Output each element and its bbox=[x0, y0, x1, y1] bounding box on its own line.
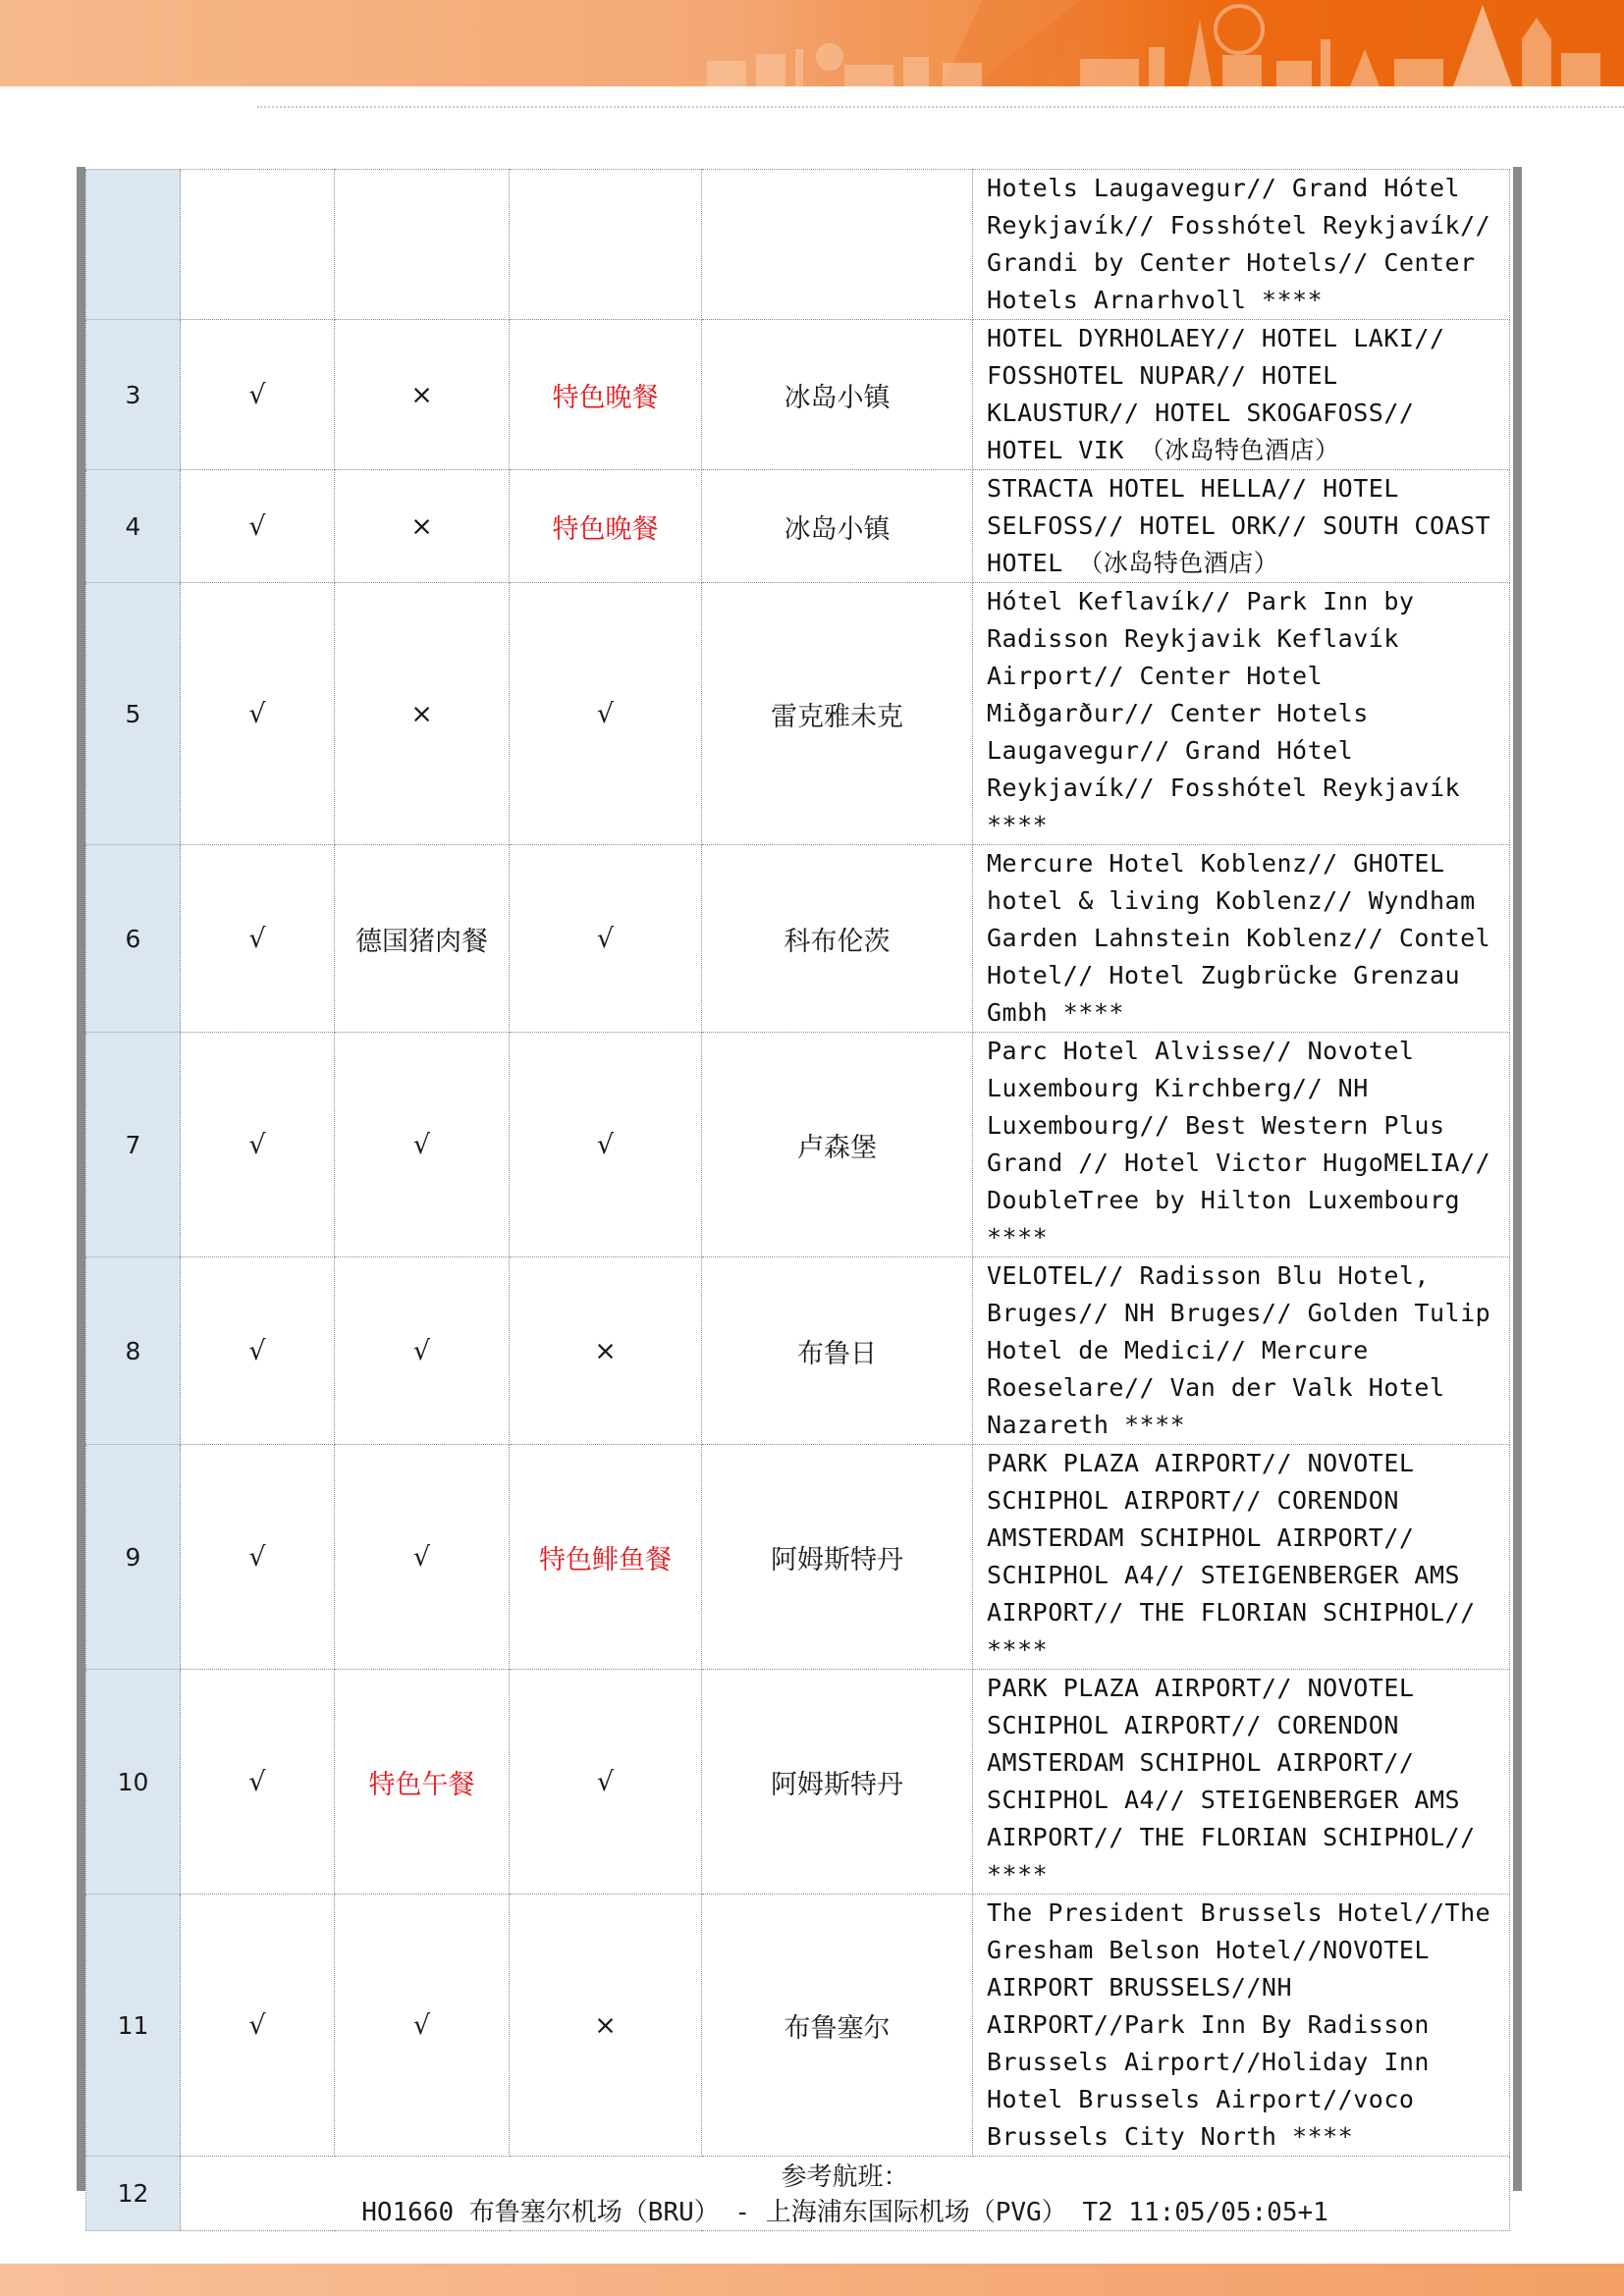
table-left-border bbox=[77, 167, 85, 2191]
breakfast-cell: √ bbox=[181, 320, 335, 470]
table-row bbox=[86, 1033, 1510, 1257]
day-cell: 9 bbox=[86, 1445, 181, 1670]
lunch-cell: × bbox=[335, 470, 510, 583]
table-row bbox=[86, 1895, 1510, 2157]
dinner-cell bbox=[510, 320, 702, 470]
lunch-cell: √ bbox=[335, 1895, 510, 2157]
day-cell bbox=[86, 170, 181, 320]
dinner-cell bbox=[510, 170, 702, 320]
hotels-cell: Hotels Laugavegur// Grand Hótel Reykjavík// Fosshótel Reykjavík// Grandi by Center Hotels// Center Hotels Arnarhvoll **** bbox=[973, 170, 1510, 320]
table-row bbox=[86, 583, 1510, 845]
table-row bbox=[86, 470, 1510, 583]
hotels-cell: Parc Hotel Alvisse// Novotel Luxembourg Kirchberg// NH Luxembourg// Best Western Plus Grand // Hotel Victor HugoMELIA// DoubleTree by Hilton Luxembourg **** bbox=[973, 1033, 1510, 1257]
special-meal-label: 特色晚餐 bbox=[552, 382, 659, 413]
special-meal-label: 特色鲱鱼餐 bbox=[539, 1544, 672, 1575]
dinner-cell bbox=[510, 1445, 702, 1670]
breakfast-cell: √ bbox=[181, 583, 335, 845]
header-banner bbox=[0, 0, 1624, 86]
day-cell: 12 bbox=[86, 2157, 181, 2231]
city-cell: 阿姆斯特丹 bbox=[702, 1445, 973, 1670]
table-row bbox=[86, 320, 1510, 470]
flight-row bbox=[86, 2157, 1510, 2231]
day-cell: 3 bbox=[86, 320, 181, 470]
dinner-cell: √ bbox=[510, 583, 702, 845]
day-cell: 4 bbox=[86, 470, 181, 583]
table-row bbox=[86, 170, 1510, 320]
day-cell: 6 bbox=[86, 845, 181, 1033]
hotels-cell: Hótel Keflavík// Park Inn by Radisson Reykjavik Keflavík Airport// Center Hotel Miðgarður// Center Hotels Laugavegur// Grand Hótel Reykjavík// Fosshótel Reykjavík **** bbox=[973, 583, 1510, 845]
day-cell: 11 bbox=[86, 1895, 181, 2157]
city-cell: 科布伦茨 bbox=[702, 845, 973, 1033]
dinner-cell: × bbox=[510, 1895, 702, 2157]
city-cell: 阿姆斯特丹 bbox=[702, 1670, 973, 1895]
header-divider bbox=[257, 106, 1624, 108]
dinner-cell: √ bbox=[510, 1670, 702, 1895]
hotels-cell: Mercure Hotel Koblenz// GHOTEL hotel & living Koblenz// Wyndham Garden Lahnstein Koblenz// Contel Hotel// Hotel Zugbrücke Grenzau Gmbh **** bbox=[973, 845, 1510, 1033]
special-meal-label: 特色午餐 bbox=[368, 1769, 475, 1800]
breakfast-cell: √ bbox=[181, 1257, 335, 1445]
dinner-cell bbox=[510, 470, 702, 583]
lunch-cell: √ bbox=[335, 1033, 510, 1257]
hotels-cell: The President Brussels Hotel//The Gresham Belson Hotel//NOVOTEL AIRPORT BRUSSELS//NH AIRPORT//Park Inn By Radisson Brussels Airport//Holiday Inn Hotel Brussels Airport//voco Brussels City North **** bbox=[973, 1895, 1510, 2157]
day-cell: 8 bbox=[86, 1257, 181, 1445]
city-cell: 布鲁塞尔 bbox=[702, 1895, 973, 2157]
city-cell: 冰岛小镇 bbox=[702, 470, 973, 583]
hotels-cell: VELOTEL// Radisson Blu Hotel, Bruges// NH Bruges// Golden Tulip Hotel de Medici// Mercure Roeselare// Van der Valk Hotel Nazareth **** bbox=[973, 1257, 1510, 1445]
day-cell: 7 bbox=[86, 1033, 181, 1257]
city-cell: 卢森堡 bbox=[702, 1033, 973, 1257]
table-row bbox=[86, 1670, 1510, 1895]
dinner-cell: √ bbox=[510, 845, 702, 1033]
table-right-border bbox=[1513, 167, 1522, 2191]
dinner-cell: √ bbox=[510, 1033, 702, 1257]
special-meal-label: 特色晚餐 bbox=[552, 513, 659, 545]
lunch-cell: × bbox=[335, 320, 510, 470]
flight-label: 参考航班： bbox=[781, 2162, 909, 2192]
table-row bbox=[86, 1257, 1510, 1445]
city-skyline-decoration bbox=[0, 0, 1624, 86]
table-row bbox=[86, 845, 1510, 1033]
breakfast-cell: √ bbox=[181, 470, 335, 583]
breakfast-cell bbox=[181, 170, 335, 320]
hotels-cell: PARK PLAZA AIRPORT// NOVOTEL SCHIPHOL AIRPORT// CORENDON AMSTERDAM SCHIPHOL AIRPORT// SCHIPHOL A4// STEIGENBERGER AMS AIRPORT// THE FLORIAN SCHIPHOL// **** bbox=[973, 1445, 1510, 1670]
lunch-cell: √ bbox=[335, 1445, 510, 1670]
day-cell: 5 bbox=[86, 583, 181, 845]
itinerary-table bbox=[85, 169, 1510, 2231]
lunch-cell: 德国猪肉餐 bbox=[335, 845, 510, 1033]
city-cell: 冰岛小镇 bbox=[702, 320, 973, 470]
dinner-cell: × bbox=[510, 1257, 702, 1445]
breakfast-cell: √ bbox=[181, 1033, 335, 1257]
lunch-cell: √ bbox=[335, 1257, 510, 1445]
breakfast-cell: √ bbox=[181, 1445, 335, 1670]
breakfast-cell: √ bbox=[181, 1895, 335, 2157]
table-row bbox=[86, 1445, 1510, 1670]
hotels-cell: STRACTA HOTEL HELLA// HOTEL SELFOSS// HOTEL ORK// SOUTH COAST HOTEL （冰岛特色酒店） bbox=[973, 470, 1510, 583]
hotels-cell: HOTEL DYRHOLAEY// HOTEL LAKI// FOSSHOTEL NUPAR// HOTEL KLAUSTUR// HOTEL SKOGAFOSS// HOTEL VIK （冰岛特色酒店） bbox=[973, 320, 1510, 470]
flight-detail: HO1660 布鲁塞尔机场（BRU） - 上海浦东国际机场（PVG） T2 11:05/05:05+1 bbox=[361, 2197, 1328, 2227]
breakfast-cell: √ bbox=[181, 845, 335, 1033]
day-cell: 10 bbox=[86, 1670, 181, 1895]
lunch-cell bbox=[335, 170, 510, 320]
city-cell: 布鲁日 bbox=[702, 1257, 973, 1445]
city-cell: 雷克雅未克 bbox=[702, 583, 973, 845]
hotels-cell: PARK PLAZA AIRPORT// NOVOTEL SCHIPHOL AIRPORT// CORENDON AMSTERDAM SCHIPHOL AIRPORT// SCHIPHOL A4// STEIGENBERGER AMS AIRPORT// THE FLORIAN SCHIPHOL// **** bbox=[973, 1670, 1510, 1895]
lunch-cell: × bbox=[335, 583, 510, 845]
breakfast-cell: √ bbox=[181, 1670, 335, 1895]
city-cell bbox=[702, 170, 973, 320]
lunch-cell bbox=[335, 1670, 510, 1895]
flight-info-cell bbox=[181, 2157, 1510, 2231]
footer-banner bbox=[0, 2264, 1624, 2296]
